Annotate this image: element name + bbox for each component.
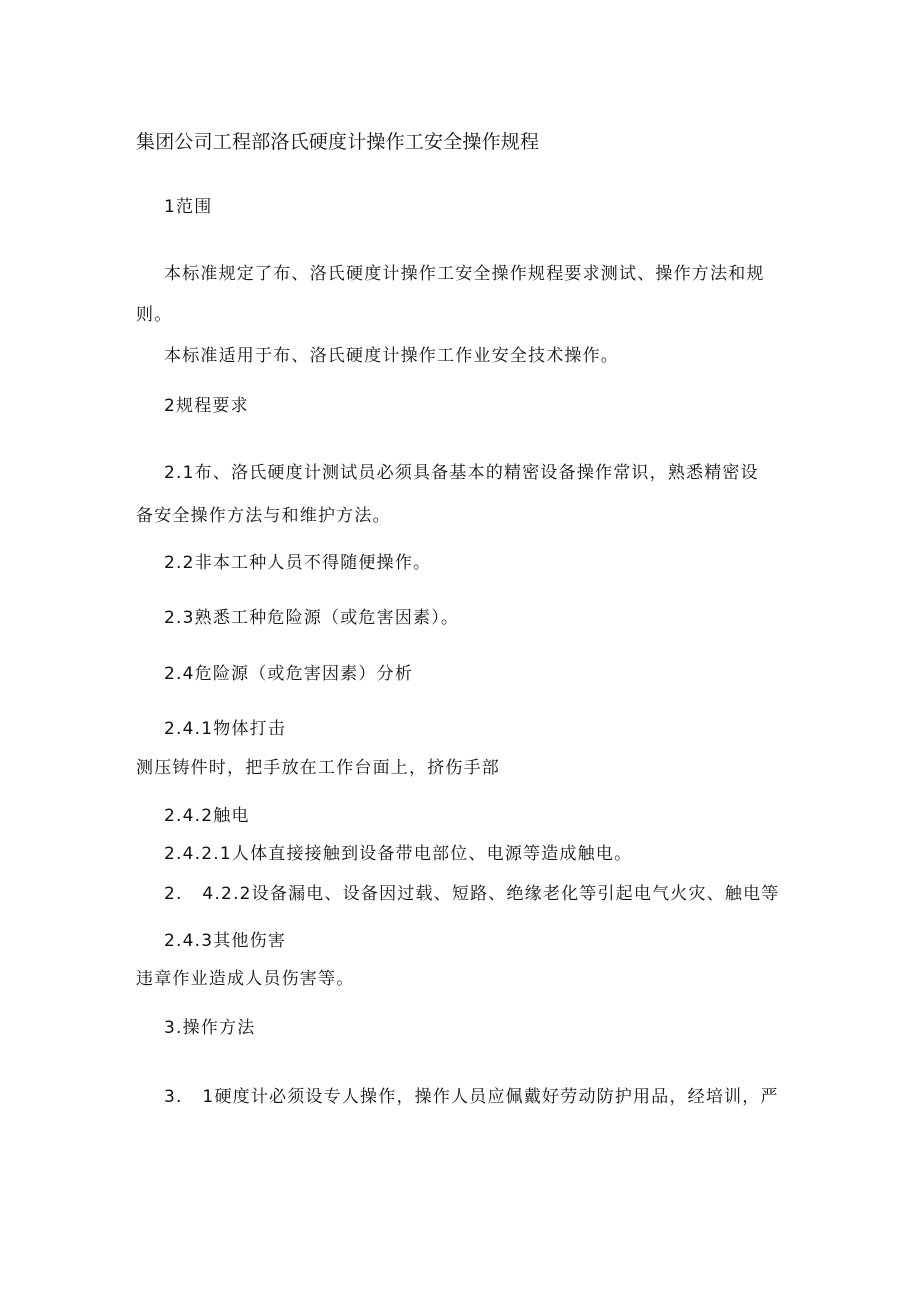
section-heading-scope: 1范围 <box>164 197 213 217</box>
paragraph-line: 违章作业造成人员伤害等。 <box>136 969 355 989</box>
subsection-heading: 2.4危险源（或危害因素）分析 <box>164 664 414 684</box>
paragraph-line: 3. 1硬度计必须设专人操作，操作人员应佩戴好劳动防护用品，经培训，严 <box>164 1087 779 1107</box>
subsection-heading: 2.4.2触电 <box>164 806 250 826</box>
paragraph-line: 2.2非本工种人员不得随便操作。 <box>164 553 432 573</box>
paragraph-line: 2. 4.2.2设备漏电、设备因过载、短路、绝缘老化等引起电气火灾、触电等 <box>164 884 780 904</box>
document-title: 集团公司工程部洛氏硬度计操作工安全操作规程 <box>136 131 540 153</box>
section-heading-requirements: 2规程要求 <box>164 396 249 416</box>
paragraph-line: 本标准规定了布、洛氏硬度计操作工安全操作规程要求测试、操作方法和规 <box>164 264 765 284</box>
paragraph-line: 本标准适用于布、洛氏硬度计操作工作业安全技术操作。 <box>164 346 619 366</box>
paragraph-line: 2.4.2.1人体直接接触到设备带电部位、电源等造成触电。 <box>164 844 633 864</box>
paragraph-line: 备安全操作方法与和维护方法。 <box>136 506 391 526</box>
subsection-heading: 2.4.1物体打击 <box>164 719 287 739</box>
paragraph-line: 2.3熟悉工种危险源（或危害因素）。 <box>164 608 460 628</box>
section-heading-method: 3.操作方法 <box>164 1018 256 1038</box>
subsection-heading: 2.4.3其他伤害 <box>164 931 287 951</box>
paragraph-line: 测压铸件时，把手放在工作台面上，挤伤手部 <box>136 758 500 778</box>
paragraph-line: 2.1布、洛氏硬度计测试员必须具备基本的精密设备操作常识，熟悉精密设 <box>164 463 759 483</box>
paragraph-line: 则。 <box>136 305 173 325</box>
